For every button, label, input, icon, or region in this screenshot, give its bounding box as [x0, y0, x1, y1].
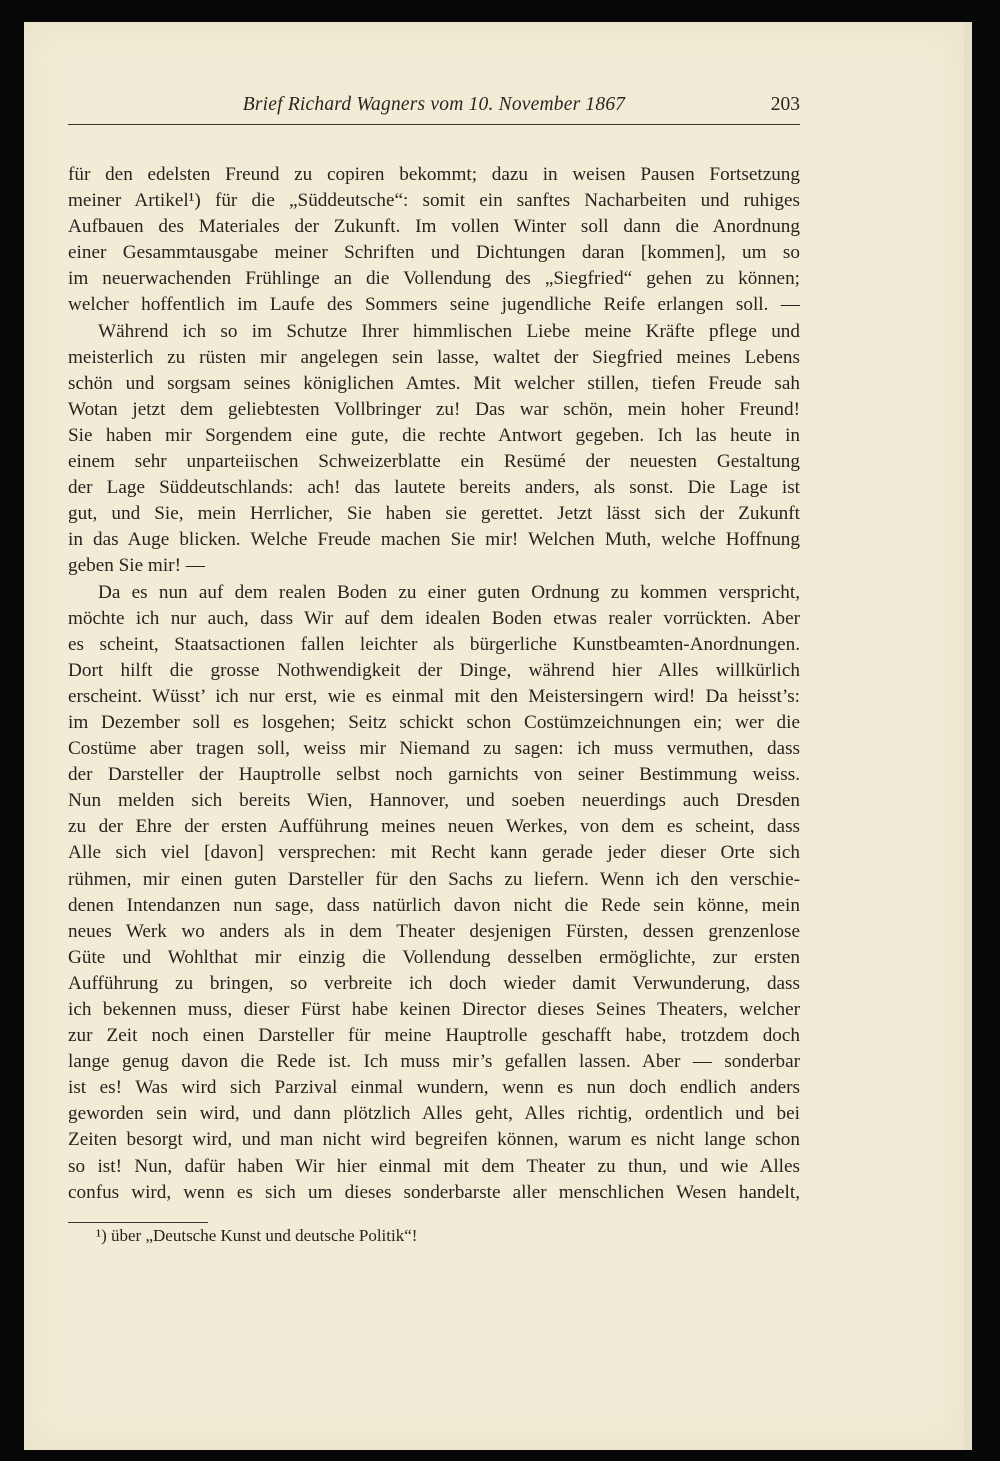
text-line: Zeiten besorgt wird, und man nicht wird begreifen können, warum es nicht lange schon [68, 1129, 800, 1151]
text-line: Dort hilft die grosse Nothwendigkeit der Dinge, während hier Alles willkürlich [68, 659, 800, 681]
text-line: so ist! Nun, dafür haben Wir hier einmal mit dem Theater zu thun, und wie Alles [68, 1155, 800, 1177]
footnote-text: über „Deutsche Kunst und deutsche Politik“! [111, 1226, 418, 1245]
text-line: gut, und Sie, mein Herrlicher, Sie haben sie gerettet. Jetzt lässt sich der Zukunft [68, 503, 800, 525]
header-rule [68, 124, 800, 125]
text-line: der Darsteller der Hauptrolle selbst noch garnichts von seiner Bestimmung weiss. [68, 764, 800, 786]
text-line: der Lage Süddeutschlands: ach! das lautete bereits anders, als sonst. Die Lage ist [68, 477, 800, 499]
text-line: denen Intendanzen nun sage, dass natürlich davon nicht die Rede sein könne, mein [68, 894, 800, 916]
text-line: zur Zeit noch einen Darsteller für meine Hauptrolle geschafft habe, trotzdem doch [68, 1025, 800, 1047]
text-line: Aufführung zu bringen, so verbreite ich doch wieder damit Verwunderung, dass [68, 972, 800, 994]
text-line: neues Werk wo anders als in dem Theater desjenigen Fürsten, dessen grenzenlose [68, 920, 800, 942]
text-line: Da es nun auf dem realen Boden zu einer guten Ordnung zu kommen verspricht, [98, 581, 800, 603]
text-line: Nun melden sich bereits Wien, Hannover, und soeben neuerdings auch Dresden [68, 790, 800, 812]
text-line: zu der Ehre der ersten Aufführung meines neuen Werkes, von dem es scheint, dass [68, 816, 800, 838]
running-title: Brief Richard Wagners vom 10. November 1867 [242, 94, 626, 115]
text-line: confus wird, wenn es sich um dieses sonderbarste aller menschlichen Wesen handelt, [68, 1181, 800, 1203]
text-line: geworden sein wird, und dann plötzlich Alles geht, Alles richtig, ordentlich und bei [68, 1103, 800, 1125]
text-line: welcher hoffentlich im Laufe des Sommers seine jugendliche Reife erlangen soll. — [68, 294, 800, 316]
text-line: Alle sich viel [davon] versprechen: mit Recht kann gerade jeder dieser Orte sich [68, 842, 800, 864]
text-line: im neuerwachenden Frühlinge an die Vollendung des „Siegfried“ gehen zu können; [68, 268, 800, 290]
text-line: Costüme aber tragen soll, weiss mir Niemand zu sagen: ich muss vermuthen, dass [68, 738, 800, 760]
page-number: 203 [770, 94, 800, 115]
text-line: Sie haben mir Sorgendem eine gute, die rechte Antwort gegeben. Ich las heute in [68, 424, 800, 446]
text-line: Aufbauen des Materiales der Zukunft. Im vollen Winter soll dann die Anordnung [68, 216, 800, 238]
text-line: schön und sorgsam seines königlichen Amtes. Mit welcher stillen, tiefen Freude sah [68, 372, 800, 394]
text-line: Güte und Wohlthat mir einzig die Vollendung desselben ermöglichte, zur ersten [68, 946, 800, 968]
text-line: möchte ich nur auch, dass Wir auf dem idealen Boden etwas realer vorrückten. Aber [68, 607, 800, 629]
page-header [68, 94, 800, 122]
text-line: lange genug davon die Rede ist. Ich muss mir’s gefallen lassen. Aber — sonderbar [68, 1051, 800, 1073]
text-line: ist es! Was wird sich Parzival einmal wundern, wenn es nun doch endlich anders [68, 1077, 800, 1099]
text-line: meiner Artikel¹) für die „Süddeutsche“: somit ein sanftes Nacharbeiten und ruhiges [68, 190, 800, 212]
text-line: erscheint. Wüsst’ ich nur erst, wie es einmal mit den Meistersingern wird! Da heisst’s: [68, 685, 800, 707]
text-line: im Dezember soll es losgehen; Seitz schickt schon Costümzeichnungen ein; wer die [68, 711, 800, 733]
footnote [96, 1226, 417, 1246]
text-line: einer Gesammtausgabe meiner Schriften und Dichtungen daran [kommen], um so [68, 242, 800, 264]
text-line: für den edelsten Freund zu copiren bekommt; dazu in weisen Pausen Fortsetzung [68, 164, 800, 185]
text-line: geben Sie mir! — [68, 555, 205, 577]
text-line: einem sehr unparteiischen Schweizerblatte ein Resümé der neuesten Gestaltung [68, 451, 800, 473]
body-text [68, 162, 800, 1206]
text-line: ich bekennen muss, dieser Fürst habe keinen Director dieses Seines Theaters, welcher [68, 999, 800, 1020]
text-line: es scheint, Staatsactionen fallen leichter als bürgerliche Kunstbeamten-Anordnungen. [68, 633, 800, 655]
text-line: meisterlich zu rüsten mir angelegen sein lasse, waltet der Siegfried meines Lebens [68, 346, 800, 368]
footnote-rule [68, 1222, 208, 1223]
text-line: Während ich so im Schutze Ihrer himmlischen Liebe meine Kräfte pflege und [98, 320, 800, 342]
text-line: rühmen, mir einen guten Darsteller für den Sachs zu liefern. Wenn ich den verschie- [68, 868, 800, 890]
footnote-marker: ¹) [96, 1226, 107, 1245]
text-line: in das Auge blicken. Welche Freude machen Sie mir! Welchen Muth, welche Hoffnung [68, 529, 800, 551]
text-line: Wotan jetzt dem geliebtesten Vollbringer zu! Das war schön, mein hoher Freund! [68, 398, 800, 420]
